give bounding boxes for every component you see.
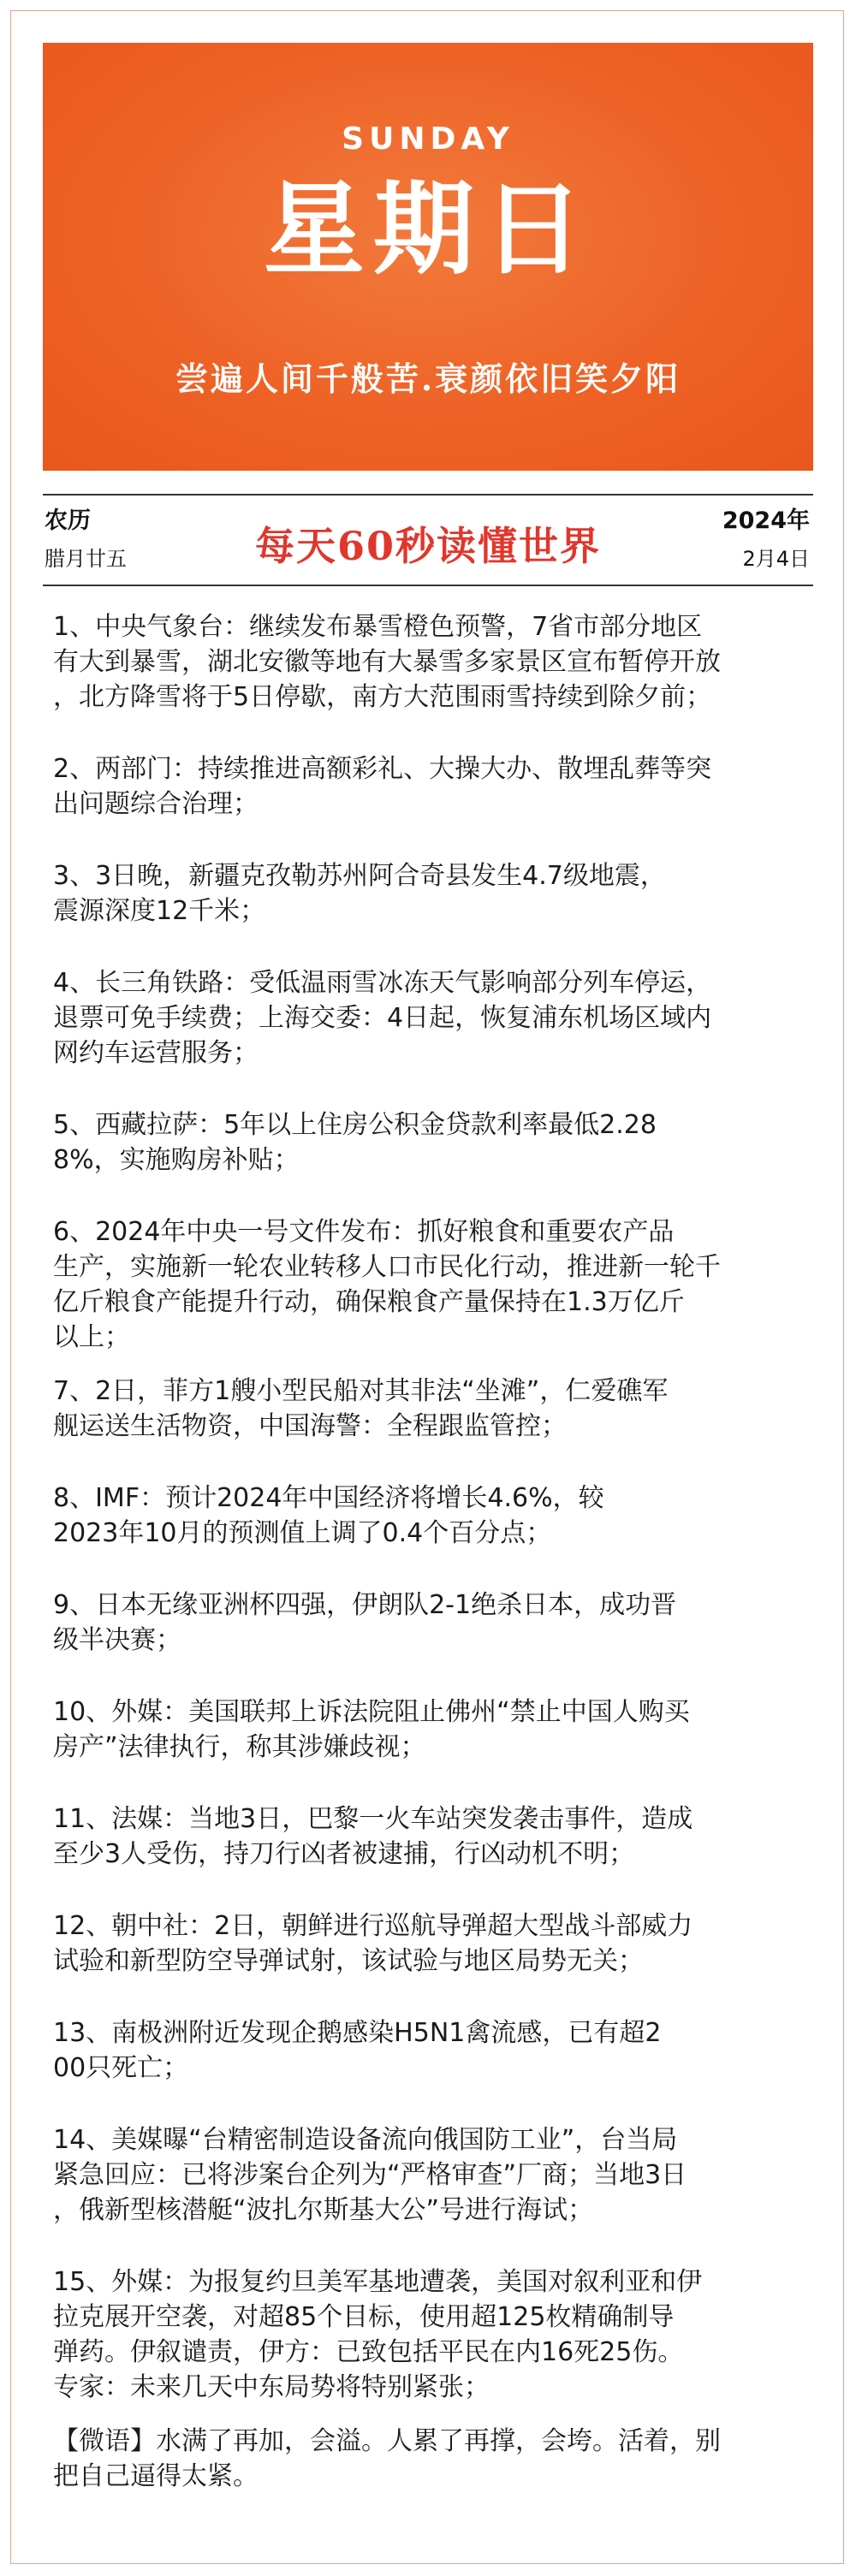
news-item: 11、法媒：当地3日，巴黎一火车站突发袭击事件，造成 至少3人受伤，持刀行凶者被逮捕，行凶动机不明； xyxy=(53,1804,693,1869)
page-title: 每天60秒读懂世界 xyxy=(254,523,601,569)
news-item: 14、美媒曝“台精密制造设备流向俄国防工业”，台当局 紧急回应：已将涉案台企列为“严格审查”厂商；当地3日 ，俄新型核潜艇“波扎尔斯基大公”号进行海试； xyxy=(53,2125,687,2225)
news-item: 8、IMF：预计2024年中国经济将增长4.6%，较 2023年10月的预测值上调了0.4个百分点； xyxy=(53,1483,604,1548)
lunar-date: 腊月廿五 xyxy=(45,547,127,571)
news-item: 13、南极洲附近发现企鹅感染H5N1禽流感，已有超2 00只死亡； xyxy=(53,2018,662,2083)
news-item: 3、3日晚，新疆克孜勒苏州阿合奇县发生4.7级地震， 震源深度12千米； xyxy=(53,861,666,926)
divider-bottom xyxy=(43,585,813,586)
news-item: 9、日本无缘亚洲杯四强，伊朗队2-1绝杀日本，成功晋 级半决赛； xyxy=(53,1590,677,1655)
quote-item: 【微语】水满了再加，会溢。人累了再撑，会垮。活着，别 把自己逼得太紧。 xyxy=(53,2426,721,2491)
lunar-label: 农历 xyxy=(45,507,91,534)
news-list xyxy=(53,609,806,2531)
news-item: 10、外媒：美国联邦上诉法院阻止佛州“禁止中国人购买 房产”法律执行，称其涉嫌歧视； xyxy=(53,1697,690,1762)
news-item: 15、外媒：为报复约旦美军基地遭袭，美国对叙利亚和伊 拉克展开空袭，对超85个目标，使用超125枚精确制导 弹药。伊叙谴责，伊方：已致包括平民在内16死25伤。 专家：未来几天中东局势将特别紧张； xyxy=(53,2267,703,2402)
news-item: 12、朝中社：2日，朝鲜进行巡航导弹超大型战斗部威力 试验和新型防空导弹试射，该试验与地区局势无关； xyxy=(53,1911,693,1976)
date-label: 2月4日 xyxy=(742,547,810,571)
news-item: 5、西藏拉萨：5年以上住房公积金贷款利率最低2.28 8%，实施购房补贴； xyxy=(53,1110,657,1175)
weekday-english: SUNDAY xyxy=(342,122,514,157)
news-item: 6、2024年中央一号文件发布：抓好粮食和重要农产品 生产，实施新一轮农业转移人口市民化行动，推进新一轮千 亿斤粮食产能提升行动，确保粮食产量保持在1.3万亿斤 以上； xyxy=(53,1217,721,1352)
news-item: 2、两部门：持续推进高额彩礼、大操大办、散埋乱葬等突 出问题综合治理； xyxy=(53,754,712,819)
news-item: 7、2日，菲方1艘小型民船对其非法“坐滩”，仁爱礁军 舰运送生活物资，中国海警：全程跟监管控； xyxy=(53,1376,669,1441)
weekday-banner xyxy=(43,43,813,471)
divider-top xyxy=(43,494,813,496)
news-item: 1、中央气象台：继续发布暴雪橙色预警，7省市部分地区 有大到暴雪，湖北安徽等地有大暴雪多家景区宣布暂停开放 ，北方降雪将于5日停歇，南方大范围雨雪持续到除夕前； xyxy=(53,612,721,712)
banner-motto: 尝遍人间千般苦.衰颜依旧笑夕阳 xyxy=(175,359,681,398)
weekday-chinese: 星期日 xyxy=(263,169,592,288)
news-item: 4、长三角铁路：受低温雨雪冰冻天气影响部分列车停运， 退票可免手续费；上海交委：4日起，恢复浦东机场区域内 网约车运营服务； xyxy=(53,968,712,1068)
year-label: 2024年 xyxy=(722,507,810,534)
